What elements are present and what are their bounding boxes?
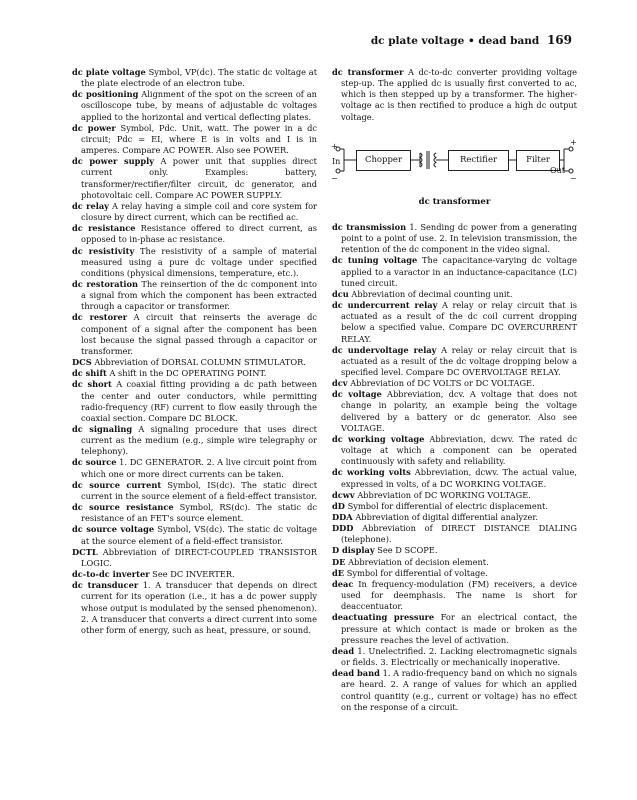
entry-definition: Abbreviation, dcwv. The rated dc voltage at which a component can be operated continuously with safety and reliability. <box>341 433 577 467</box>
dc-transformer-figure <box>332 129 577 191</box>
entry-definition: Symbol, VP(dc). The static dc voltage at the plate electrode of an electron tube. <box>81 67 318 89</box>
dictionary-entry <box>332 557 577 568</box>
entry-headword: dc transformer <box>332 67 404 77</box>
figure-caption: dc transformer <box>418 196 491 207</box>
dictionary-entry <box>72 457 317 479</box>
output-label: Out <box>550 165 565 175</box>
entry-headword: dc shift <box>72 368 107 379</box>
rectifier-block: Rectifier <box>448 150 509 171</box>
dictionary-entry <box>332 545 577 556</box>
entry-headword: dc restorer <box>72 312 128 323</box>
entry-headword: dc restoration <box>72 278 139 289</box>
entry-headword: dc undervoltage relay <box>332 344 437 355</box>
entry-headword: dc resistance <box>72 223 136 234</box>
entry-headword: dc undercurrent relay <box>332 300 438 311</box>
entry-headword: dcv <box>332 378 348 389</box>
entry-definition: A power unit that supplies direct current only. Examples: battery, transformer/rectifier/filter circuit, dc generator, and photovoltaic cell. Compare AC POWER SUPPLY. <box>81 156 317 200</box>
dictionary-entry <box>72 480 317 502</box>
entry-definition: A circuit that reinserts the average dc component of a signal after the component has been lost because the signal passed through a capacitor or transformer. <box>81 312 317 356</box>
dictionary-entry <box>332 389 577 434</box>
entry-definition: 1. DC GENERATOR. 2. A live circuit point from which one or more direct currents can be taken. <box>81 457 317 479</box>
entry-headword: dc voltage <box>332 389 382 400</box>
entry-definition: Abbreviation of DIRECT DISTANCE DIALING (telephone). <box>341 523 577 545</box>
dictionary-entry <box>332 646 577 668</box>
entry-definition: Alignment of the spot on the screen of an oscilloscope tube, by means of adjustable dc voltages applied to the horizontal and vertical deflecting plates. <box>81 89 317 122</box>
entry-headword: dc plate voltage <box>72 67 146 77</box>
entry-headword: dc-to-dc inverter <box>72 569 150 580</box>
entry-headword: dc relay <box>72 200 109 211</box>
entry-definition: A signaling procedure that uses direct current as the medium (e.g., simple wire telegraphy or telephony). <box>81 424 318 457</box>
dictionary-entry <box>72 123 317 156</box>
entry-definition: See DC INVERTER. <box>152 569 235 580</box>
entry-headword: dc power supply <box>72 156 155 167</box>
entry-definition: Symbol, IS(dc). The static direct current in the source element of a field-effect transistor. <box>81 479 318 501</box>
input-minus-label: − <box>331 173 338 183</box>
entry-definition: Abbreviation of digital differential analyzer. <box>355 512 539 522</box>
input-plus-label: + <box>331 141 338 151</box>
output-plus-label: + <box>570 137 577 147</box>
dictionary-entry <box>332 378 577 389</box>
dictionary-entry <box>72 368 317 379</box>
header-title: dc plate voltage • dead band <box>370 35 540 47</box>
right-column <box>332 67 577 713</box>
entry-headword: dc transducer <box>72 580 139 591</box>
dictionary-entry <box>72 279 317 312</box>
entry-definition: 1. A radio-frequency band on which no signals are heard. 2. A range of values for which an applied control quantity (e.g., current or voltage) has no effect on the response of a circuit. <box>341 668 578 712</box>
entry-definition: A dc-to-dc converter providing voltage step-up. The applied dc is usually first converted to ac, which is then stepped up by a transformer. The higher-voltage ac is then rectified to produce a high dc output voltage. <box>341 67 577 122</box>
dictionary-entry <box>332 67 577 123</box>
right-top-entries <box>332 67 577 123</box>
running-header <box>0 33 572 47</box>
entry-definition: Resistance offered to direct current, as opposed to in-phase ac resistance. <box>81 223 317 245</box>
entry-definition: 1. Unelectrified. 2. Lacking electromagnetic signals or fields. 3. Electrically or mechanically inoperative. <box>341 645 577 668</box>
dictionary-entry <box>332 579 577 612</box>
entry-definition: Abbreviation of decimal counting unit. <box>351 288 513 299</box>
dictionary-entry <box>72 246 317 279</box>
entry-headword: dcu <box>332 288 349 299</box>
entry-headword: dc tuning voltage <box>332 255 418 266</box>
dictionary-entry <box>72 580 317 636</box>
entry-headword: D display <box>332 545 375 556</box>
dictionary-entry <box>72 312 317 357</box>
left-entries <box>72 67 317 636</box>
entry-headword: dc source voltage <box>72 524 155 535</box>
right-bottom-entries <box>332 222 577 713</box>
entry-headword: dead <box>332 645 355 656</box>
entry-headword: dc source <box>72 457 117 468</box>
entry-headword: dc source current <box>72 479 162 490</box>
dictionary-entry <box>72 67 317 89</box>
dictionary-entry <box>72 357 317 368</box>
entry-headword: dE <box>332 567 345 578</box>
dictionary-entry <box>72 156 317 201</box>
dictionary-entry <box>332 523 577 545</box>
entry-headword: dD <box>332 500 345 511</box>
dictionary-entry <box>332 289 577 300</box>
page-number: 169 <box>546 33 572 47</box>
dictionary-entry <box>332 490 577 501</box>
transformer-secondary-coil <box>434 153 436 167</box>
entry-headword: dc transmission <box>332 221 407 232</box>
dictionary-entry <box>332 568 577 579</box>
dictionary-entry <box>72 502 317 524</box>
entry-definition: The reinsertion of the dc component into a signal from which the component has been extracted through a capacitor or transformer. <box>81 278 318 312</box>
entry-definition: Symbol, RS(dc). The static dc resistance of an FET's source element. <box>81 502 317 524</box>
dictionary-entry <box>332 668 577 713</box>
entry-definition: Abbreviation, dcwv. The actual value, expressed in volts, of a DC WORKING VOLTAGE. <box>341 467 577 489</box>
entry-definition: Abbreviation of DC VOLTS or DC VOLTAGE. <box>350 378 535 389</box>
entry-definition: A relay or relay circuit that is actuated as a result of the dc coil current dropping below a specified value. Compare DC OVERCURRENT RELAY. <box>341 300 577 344</box>
dictionary-entry <box>72 569 317 580</box>
input-label: In <box>332 156 341 166</box>
entry-headword: dc working voltage <box>332 433 425 444</box>
entry-headword: dc short <box>72 379 112 390</box>
entry-headword: DCTL <box>72 546 98 557</box>
dictionary-entry <box>72 524 317 546</box>
entry-headword: dead band <box>332 668 380 679</box>
entry-definition: Abbreviation, dcv. A voltage that does not change in polarity, an example being the voltage delivered by a battery or dc generator. Also see VOLTAGE. <box>341 389 578 433</box>
dictionary-entry <box>332 300 577 345</box>
entry-headword: dcwv <box>332 489 355 500</box>
entry-definition: A relay or relay circuit that is actuated as a result of the dc voltage dropping below a specified level. Compare DC OVERVOLTAGE RELAY. <box>341 344 578 377</box>
dictionary-entry <box>72 547 317 569</box>
entry-headword: DDA <box>332 512 353 522</box>
dictionary-entry <box>332 501 577 512</box>
output-minus-label: − <box>570 173 577 183</box>
entry-definition: See D SCOPE. <box>377 545 438 556</box>
dictionary-entry <box>332 222 577 255</box>
dictionary-entry <box>332 255 577 288</box>
entry-definition: In frequency-modulation (FM) receivers, a device used for deemphasis. The name is short for deaccentuator. <box>341 578 577 612</box>
dictionary-entry <box>332 434 577 467</box>
dictionary-entry <box>72 223 317 245</box>
dictionary-entry <box>332 612 577 645</box>
left-column <box>72 67 317 636</box>
entry-definition: A relay having a simple coil and core system for closure by direct current, which can be rectified ac. <box>81 200 317 223</box>
entry-definition: Abbreviation of DC WORKING VOLTAGE. <box>357 489 531 500</box>
entry-headword: DDD <box>332 523 354 534</box>
entry-headword: DE <box>332 556 346 567</box>
entry-definition: Abbreviation of DORSAL COLUMN STIMULATOR. <box>94 357 306 368</box>
entry-headword: dc working volts <box>332 467 411 478</box>
dictionary-entry <box>72 379 317 424</box>
entry-headword: dc signaling <box>72 424 133 434</box>
entry-definition: The resistivity of a sample of material measured using a pure dc voltage under specified conditions (physical dimensions, temperature, etc.). <box>81 245 317 278</box>
entry-headword: deac <box>332 578 354 589</box>
dictionary-entry <box>332 512 577 523</box>
entry-headword: dc resistivity <box>72 245 135 256</box>
entry-headword: dc source resistance <box>72 502 174 513</box>
entry-definition: Symbol, Pdc. Unit, watt. The power in a dc circuit; Pdc = EI, where E is in volts and I is in amperes. Compare AC POWER. Also see POWER. <box>81 122 318 156</box>
dictionary-entry <box>72 89 317 122</box>
entry-headword: dc power <box>72 122 116 133</box>
entry-definition: For an electrical contact, the pressure at which contact is made or broken as the pressure reaches the level of activation. <box>341 612 577 645</box>
dictionary-entry <box>332 467 577 489</box>
entry-definition: 1. A transducer that depends on direct current for its operation (i.e., it has a dc power supply whose output is modulated by the sensed phenomenon). 2. A transducer that converts a direct current into some other form of energy, such as heat, pressure, or sound. <box>81 580 318 635</box>
dictionary-entry <box>72 201 317 223</box>
entry-definition: A coaxial fitting providing a dc path between the center and outer conductors, while permitting radio-frequency (RF) current to flow easily through the coaxial section. Compare DC BLOCK. <box>81 379 318 423</box>
entry-definition: Symbol for differential of electric displacement. <box>347 500 548 511</box>
chopper-block: Chopper <box>356 150 411 171</box>
entry-headword: deactuating pressure <box>332 612 435 623</box>
entry-definition: Abbreviation of DIRECT-COUPLED TRANSISTOR LOGIC. <box>81 546 317 568</box>
filter-block: Filter <box>516 150 560 171</box>
entry-definition: Symbol for differential of voltage. <box>346 567 488 578</box>
entry-definition: A shift in the DC OPERATING POINT. <box>109 368 267 379</box>
dictionary-entry <box>72 424 317 457</box>
dictionary-entry <box>332 345 577 378</box>
entry-definition: The capacitance-varying dc voltage applied to a varactor in an inductance-capacitance (LC) tuned circuit. <box>341 255 577 288</box>
entry-headword: DCS <box>72 357 92 368</box>
entry-definition: Symbol, VS(dc). The static dc voltage at the source element of a field-effect transistor. <box>81 524 318 546</box>
entry-headword: dc positioning <box>72 89 139 100</box>
entry-definition: Abbreviation of decision element. <box>348 556 489 567</box>
entry-definition: 1. Sending dc power from a generating point to a point of use. 2. In television transmission, the retention of the dc component in the video signal. <box>341 221 578 255</box>
